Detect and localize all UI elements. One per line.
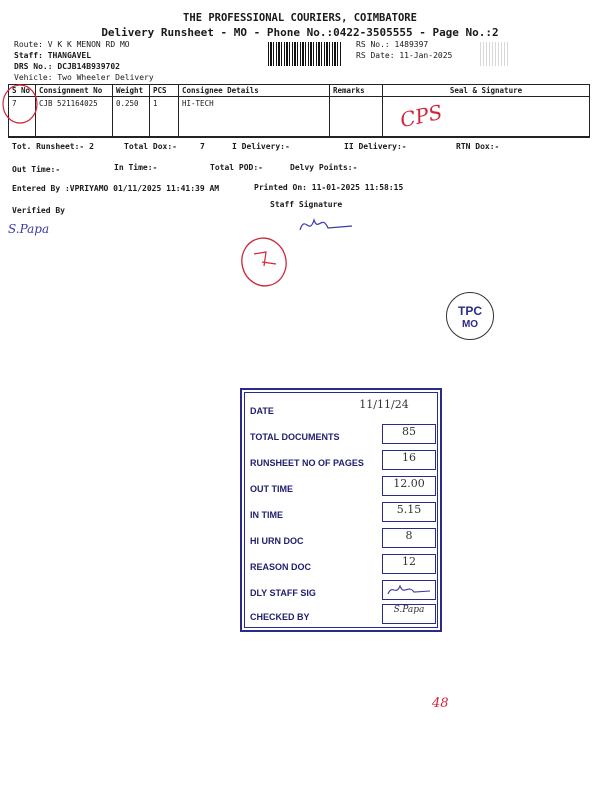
stamp-value: 12 — [382, 554, 436, 574]
page-mark-handwriting: 48 — [432, 696, 449, 711]
stamp-label: OUT TIME — [250, 484, 293, 494]
cell-pcs: 1 — [150, 97, 179, 138]
rs-number: RS No.: 1489397 — [356, 40, 429, 49]
red-circle-sno — [3, 85, 37, 123]
stamp-value: 12.00 — [382, 476, 436, 496]
stamp-label: IN TIME — [250, 510, 283, 520]
col-weight: Weight — [113, 85, 150, 97]
stamp-value: 11/11/24 — [359, 398, 409, 411]
ii-delivery: II Delivery:- — [344, 142, 407, 151]
col-consignee: Consignee Details — [179, 85, 330, 97]
drs-number: DRS No.: DCJB14B939702 — [14, 62, 120, 71]
vehicle-label: Vehicle: Two Wheeler Delivery — [14, 73, 154, 82]
stamp-label: TOTAL DOCUMENTS — [250, 432, 340, 442]
i-delivery: I Delivery:- — [232, 142, 290, 151]
stamp-row-date — [250, 396, 434, 424]
staff-signature-label: Staff Signature — [270, 200, 343, 209]
seal-handwriting: CPS — [397, 99, 445, 133]
stamp-signature-scribble — [386, 582, 432, 598]
entered-by: Entered By :VPRIYAMO 01/11/2025 11:41:39 AM — [12, 184, 220, 193]
verified-by: Verified By — [12, 206, 65, 215]
red-mark-stroke — [254, 252, 276, 266]
stamp-value: 5.15 — [382, 502, 436, 522]
rs-date: RS Date: 11-Jan-2025 — [356, 51, 453, 60]
verifier-handwriting: S.Papa — [8, 222, 50, 236]
stamp-row-checked-by — [250, 602, 434, 630]
route-label: Route: V K K MENON RD MO — [14, 40, 130, 49]
stamp-label: REASON DOC — [250, 562, 312, 572]
document-title: THE PROFESSIONAL COURIERS, COIMBATORE — [183, 12, 417, 24]
col-pcs: PCS — [150, 85, 179, 97]
stamp-label: RUNSHEET NO OF PAGES — [250, 458, 364, 468]
runsheet-subtitle: Delivery Runsheet - MO - Phone No.:0422-3505555 - Page No.:2 — [101, 26, 499, 39]
rtn-dox: RTN Dox:- — [456, 142, 500, 151]
delivery-stamp — [240, 388, 442, 632]
tpc-seal-sub: MO — [461, 319, 479, 330]
tot-runsheet: Tot. Runsheet:- 2 — [12, 142, 94, 151]
total-dox-value: 7 — [200, 142, 205, 151]
col-remarks: Remarks — [330, 85, 383, 97]
total-pod: Total POD:- — [210, 163, 263, 172]
printed-on: Printed On: 11-01-2025 11:58:15 — [254, 183, 404, 192]
stamp-row-reason-doc — [250, 552, 434, 580]
col-consignment: Consignment No — [36, 85, 113, 97]
tpc-seal — [446, 292, 494, 340]
delvy-points: Delvy Points:- — [290, 163, 358, 172]
stamp-value: 8 — [382, 528, 436, 548]
staff-signature-scribble — [300, 220, 352, 230]
cell-sno: 7 — [9, 97, 36, 138]
stamp-row-total-documents — [250, 422, 434, 450]
stamp-label: DLY STAFF SIG — [250, 588, 316, 598]
staff-label: Staff: THANGAVEL — [14, 51, 92, 60]
stamp-label: HI URN DOC — [250, 536, 304, 546]
stamp-row-pages — [250, 448, 434, 476]
cell-consignment: CJB 521164025 — [36, 97, 113, 138]
tpc-seal-text: TPC — [458, 304, 482, 318]
out-time: Out Time:- — [12, 165, 61, 174]
stamp-label: CHECKED BY — [250, 612, 310, 622]
stamp-value: S.Papa — [382, 604, 436, 624]
total-dox-label: Total Dox:- — [124, 142, 177, 151]
cell-consignee: HI-TECH — [179, 97, 330, 138]
stamp-value: 85 — [382, 424, 436, 444]
stamp-row-in-time — [250, 500, 434, 528]
stamp-value: 16 — [382, 450, 436, 470]
stamp-row-return-doc — [250, 526, 434, 554]
col-sno: S No — [9, 85, 36, 97]
stamp-row-out-time — [250, 474, 434, 502]
stamp-label: DATE — [250, 406, 274, 416]
cell-weight: 0.250 — [113, 97, 150, 138]
col-seal-signature: Seal & Signature — [383, 85, 590, 97]
in-time: In Time:- — [114, 163, 158, 172]
